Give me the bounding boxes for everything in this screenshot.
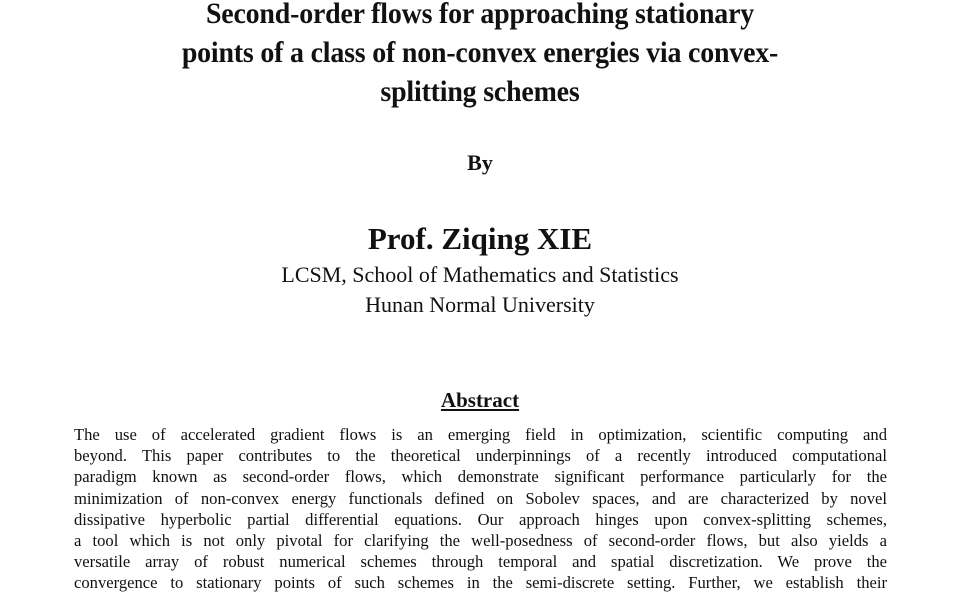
abstract-line: minimization of non-convex energy functionals defined on Sobolev spaces, and are characterized by novel bbox=[74, 488, 887, 508]
title-line: splitting schemes bbox=[380, 75, 580, 108]
title-line: Second-order flows for approaching stationary bbox=[205, 0, 755, 30]
author-name: Prof. Ziqing XIE bbox=[367, 221, 593, 256]
abstract-line: dissipative hyperbolic partial differential equations. Our approach hinges upon convex-splitting schemes, bbox=[74, 509, 887, 529]
abstract-heading: Abstract bbox=[440, 388, 520, 412]
abstract-line: beyond. This paper contributes to the theoretical underpinnings of a recently introduced computational bbox=[74, 446, 887, 466]
abstract-line: convergence to stationary points of such schemes in the semi-discrete setting. Further, we establish their bbox=[74, 573, 887, 593]
by-label: By bbox=[467, 150, 493, 175]
affiliation-line: LCSM, School of Mathematics and Statistics bbox=[281, 262, 679, 287]
abstract-line: a tool which is not only pivotal for clarifying the well-posedness of second-order flows, but also yields a bbox=[74, 530, 887, 550]
title-line: points of a class of non-convex energies via convex- bbox=[181, 36, 779, 69]
paper-title bbox=[34, 0, 927, 111]
abstract-line: versatile array of robust numerical schemes through temporal and spatial discretization. We prove the bbox=[74, 552, 887, 572]
abstract-line: paradigm known as second-order flows, which demonstrate significant performance particularly for the bbox=[74, 467, 887, 487]
abstract-line: The use of accelerated gradient flows is an emerging field in optimization, scientific computing and bbox=[74, 425, 887, 444]
affiliation-line: Hunan Normal University bbox=[365, 292, 595, 317]
abstract-body bbox=[74, 424, 887, 594]
